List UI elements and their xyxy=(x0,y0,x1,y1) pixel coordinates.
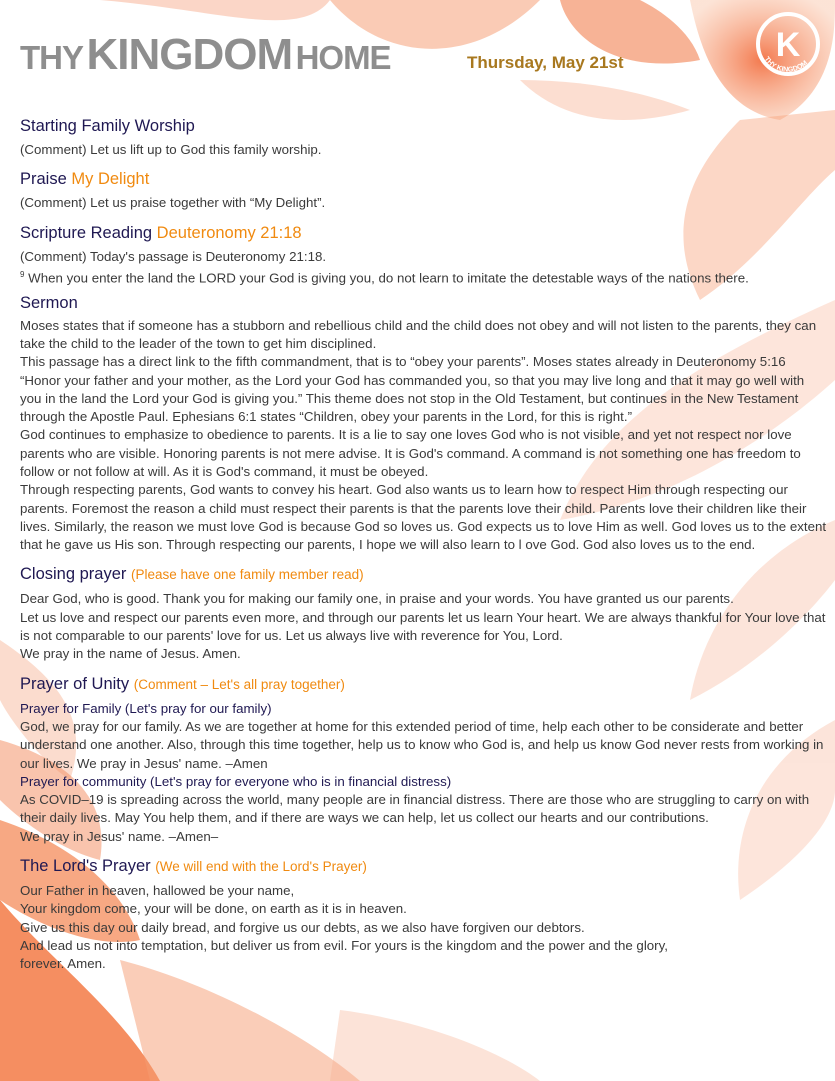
sermon-title: Sermon xyxy=(20,293,78,312)
starting-section xyxy=(20,115,828,159)
unity-section xyxy=(20,673,828,846)
scripture-section xyxy=(20,222,828,288)
unity-note: (Comment – Let's all pray together) xyxy=(133,676,345,692)
brand-home: HOME xyxy=(295,39,391,76)
praise-heading xyxy=(20,168,828,190)
closing-paragraph: Let us love and respect our parents even more, and through our parents let us learn Your heart. We are always thankful for Your love that is not comparable to our parents' love for us. Let us always live with reverence for You, Lord. xyxy=(20,609,826,644)
logo-letter: K xyxy=(775,26,801,64)
brand-kingdom: KINGDOM xyxy=(86,30,293,79)
starting-title: Starting Family Worship xyxy=(20,117,195,135)
lords-prayer-section xyxy=(20,855,828,973)
closing-note: (Please have one family member read) xyxy=(130,567,364,583)
closing-title: Closing prayer xyxy=(20,565,127,584)
lords-prayer-heading xyxy=(20,855,828,878)
thy-kingdom-logo xyxy=(748,6,828,86)
closing-section xyxy=(20,563,828,663)
brand-thy: THY xyxy=(20,39,83,76)
scripture-verse xyxy=(20,266,828,288)
lords-prayer-line: And lead us not into temptation, but deliver us from evil. For yours is the kingdom and the power and the glory, xyxy=(20,937,668,953)
closing-heading xyxy=(20,563,828,586)
lords-prayer-line: Our Father in heaven, hallowed be your name, xyxy=(20,883,295,899)
praise-title: Praise xyxy=(20,170,67,189)
unity-heading xyxy=(20,673,828,696)
sermon-paragraph: Through respecting parents, God wants to convey his heart. God also wants us to learn how to respect Him through respecting our parents. Foremost the reason a child must respect their parents is that the parents love their child. Parents love their children like their lives. Similarly, the reason we must love God is because God so loves us. God expects us to love Him as well. God loves us to the extent that he gave us His son. Through respecting our parents, I hope we will also learn to l ove God. God also loves us to the end. xyxy=(20,482,827,553)
verse-text: When you enter the land the LORD your God is giving you, do not learn to imitate the detestable ways of the nations there. xyxy=(24,270,749,286)
sermon-paragraph: This passage has a direct link to the fifth commandment, that is to “obey your parents”. Moses states already in Deuteronomy 5:16 “Honor your father and your mother, as the Lord your God has commanded you, so that you may live long and that it may go well with you in the land the Lord your God is giving you.” This theme does not stop in the Old Testament, but continues in the New Testament through the Apostle Paul. Ephesians 6:1 states “Children, obey your parents in the Lord, for this is right.” xyxy=(20,354,805,425)
unity-title: Prayer of Unity xyxy=(20,674,130,693)
community-prayer-text: As COVID–19 is spreading across the world, many people are in financial distress. There are those who are struggling to carry on with their daily lives. May You help them, and if there are ways we can help, let us collect our hearts and our contributions. xyxy=(20,792,810,826)
family-prayer-title: Prayer for Family (Let's pray for our family) xyxy=(20,700,272,716)
scripture-reference: Deuteronomy 21:18 xyxy=(156,223,302,242)
starting-comment: (Comment) Let us lift up to God this family worship. xyxy=(20,142,322,157)
lords-prayer-line: Your kingdom come, your will be done, on earth as it is in heaven. xyxy=(20,901,407,917)
lords-prayer-note: (We will end with the Lord's Prayer) xyxy=(155,859,367,875)
lords-prayer-line: forever. Amen. xyxy=(20,956,106,972)
scripture-title: Scripture Reading xyxy=(20,223,153,242)
praise-song: My Delight xyxy=(71,170,150,189)
scripture-heading xyxy=(20,222,828,244)
brand-title xyxy=(20,30,391,80)
community-prayer-title: Prayer for community (Let's pray for everyone who is in financial distress) xyxy=(20,773,452,789)
date-label: Thursday, May 21st xyxy=(467,53,624,72)
praise-section xyxy=(20,168,828,212)
verse-number: 9 xyxy=(20,269,25,279)
worship-body xyxy=(20,111,828,974)
praise-comment: (Comment) Let us praise together with “My Delight”. xyxy=(20,195,326,211)
family-prayer-text: God, we pray for our family. As we are together at home for this extended period of time, help each other to be considerate and better understand one another. Also, through this time together, help us to know who God is, and help us know God never rests from working in our lives. We pray in Jesus' name. –Amen xyxy=(20,718,824,771)
closing-paragraph: Dear God, who is good. Thank you for making our family one, in praise and your words. You have granted us our parents. xyxy=(20,591,734,607)
sermon-paragraph: God continues to emphasize to obedience to parents. It is a lie to say one loves God who is not visible, and yet not respect nor love parents who are visible. Honoring parents is not mere advise. It is God's command. A command is not something one has freedom to follow or not follow at will. As it is God's command, it must be obeyed. xyxy=(20,427,801,479)
community-prayer-end: We pray in Jesus' name. –Amen– xyxy=(20,828,219,844)
closing-paragraph: We pray in the name of Jesus. Amen. xyxy=(20,646,241,662)
sermon-paragraph: Moses states that if someone has a stubborn and rebellious child and the child does not obey and will not listen to the parents, they can take the child to the leader of the town to get him disciplined. xyxy=(20,317,817,351)
scripture-comment: (Comment) Today's passage is Deuteronomy 21:18. xyxy=(20,248,327,264)
sermon-section xyxy=(20,292,828,555)
lords-prayer-line: Give us this day our daily bread, and forgive us our debts, as we also have forgiven our debtors. xyxy=(20,919,585,935)
lords-prayer-title: The Lord's Prayer xyxy=(20,857,151,876)
logo-text: THY KINGDOM xyxy=(762,55,810,74)
